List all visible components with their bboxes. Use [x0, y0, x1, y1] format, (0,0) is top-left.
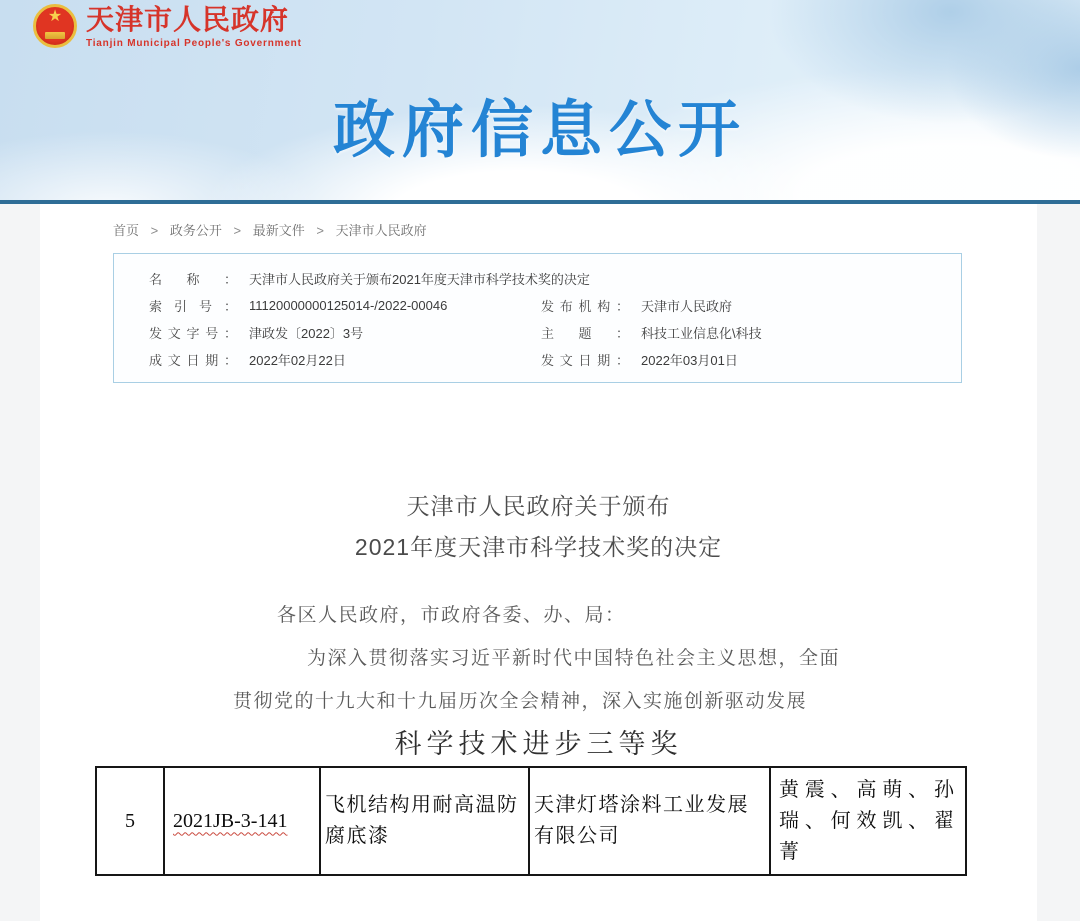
meta-field-issue-date — [541, 350, 738, 369]
document-body — [233, 594, 873, 723]
meta-row-document-number — [114, 319, 961, 346]
meta-value-name: 天津市人民政府关于颁布2021年度天津市科学技术奖的决定 — [249, 272, 590, 287]
meta-value-subject: 科技工业信息化\科技 — [641, 326, 762, 341]
meta-label-subject: 主题： — [541, 326, 629, 341]
meta-field-subject — [541, 323, 762, 342]
breadcrumb-separator: > — [233, 223, 242, 238]
site-logo-text — [86, 4, 302, 49]
meta-value-index-number: 11120000000125014-/2022-00046 — [249, 298, 448, 313]
meta-field-index-number — [149, 296, 541, 315]
meta-field-document-number — [149, 323, 541, 342]
meta-field-name — [149, 269, 590, 288]
meta-row-index — [114, 292, 961, 319]
document-title — [40, 486, 1037, 568]
document-title-line2: 2021年度天津市科学技术奖的决定 — [354, 534, 723, 560]
breadcrumb-latest-documents[interactable]: 最新文件 — [252, 223, 305, 238]
site-name-english: Tianjin Municipal People's Government — [86, 38, 302, 49]
content-column — [40, 204, 1037, 921]
document-title-line1: 天津市人民政府关于颁布 — [406, 493, 671, 519]
meta-value-signing-date: 2022年02月22日 — [249, 353, 346, 368]
site-name: 天津市人民政府 — [86, 4, 290, 35]
document-salutation: 各区人民政府，市政府各委、办、局： — [277, 605, 626, 626]
document-body-line2: 贯彻党的十九大和十九届历次全会精神，深入实施创新驱动发展 — [233, 691, 808, 712]
award-row-number: 5 — [96, 767, 164, 875]
table-row — [96, 767, 966, 875]
breadcrumb — [113, 220, 431, 239]
breadcrumb-home[interactable]: 首页 — [113, 223, 140, 238]
award-code-text: 2021JB-3-141 — [173, 809, 288, 832]
breadcrumb-current-page[interactable]: 天津市人民政府 — [335, 223, 427, 238]
meta-row-dates — [114, 346, 961, 373]
emblem-star-icon: ★ — [47, 8, 63, 25]
document-meta-box — [113, 253, 962, 383]
breadcrumb-government-affairs[interactable]: 政务公开 — [169, 223, 222, 238]
meta-label-issue-date: 发文日期： — [541, 353, 629, 368]
site-logo[interactable] — [33, 4, 302, 49]
meta-label-index-number: 索引号： — [149, 299, 237, 314]
meta-field-issuing-agency — [541, 296, 732, 315]
meta-value-issuing-agency: 天津市人民政府 — [641, 299, 733, 314]
document-body-line1: 为深入贯彻落实习近平新时代中国特色社会主义思想，全面 — [307, 648, 841, 669]
meta-row-name — [114, 265, 961, 292]
breadcrumb-separator: > — [316, 223, 324, 238]
award-winners: 黄震、高萌、孙瑞、何效凯、翟菁 — [770, 767, 966, 875]
meta-label-name: 名称： — [149, 272, 237, 287]
meta-label-signing-date: 成文日期： — [149, 353, 237, 368]
award-section-heading: 科学技术进步三等奖 — [394, 729, 683, 759]
meta-value-issue-date: 2022年03月01日 — [641, 353, 738, 368]
meta-field-signing-date — [149, 350, 541, 369]
award-project-name: 飞机结构用耐高温防腐底漆 — [320, 767, 529, 875]
meta-label-document-number: 发文字号： — [149, 326, 237, 341]
meta-label-issuing-agency: 发布机构： — [541, 299, 629, 314]
award-code — [164, 767, 320, 875]
page-title: 政府信息公开 — [332, 96, 747, 165]
national-emblem-icon — [33, 4, 77, 48]
breadcrumb-separator: > — [150, 223, 159, 238]
award-organization: 天津灯塔涂料工业发展有限公司 — [529, 767, 770, 875]
site-banner — [0, 0, 1080, 200]
award-table — [95, 766, 967, 876]
meta-value-document-number: 津政发〔2022〕3号 — [249, 326, 364, 341]
